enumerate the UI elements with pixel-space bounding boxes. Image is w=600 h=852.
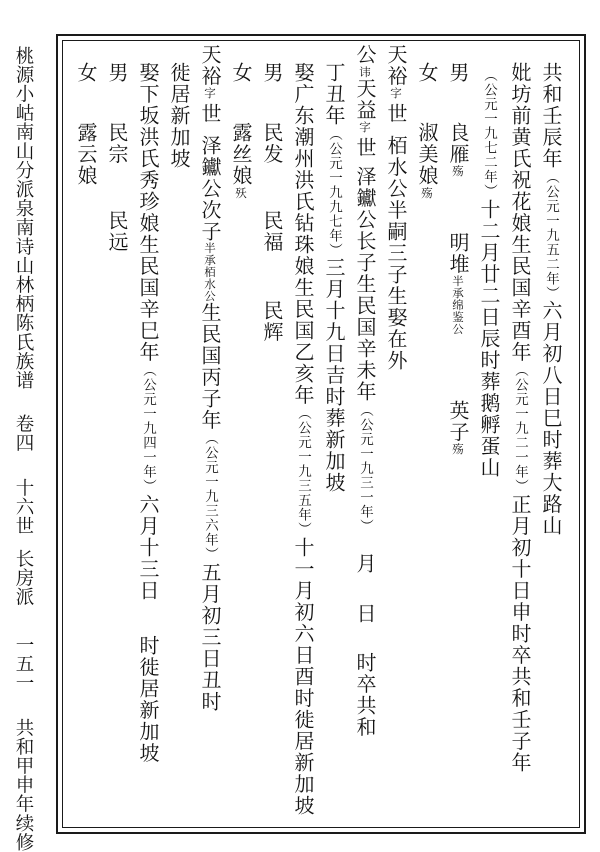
col8-note: （公元一九九七年） <box>326 126 342 257</box>
col2-tail: 正月初十日申时卒共和壬子年 <box>508 493 532 773</box>
daughter-name: 露云娘 <box>74 122 98 187</box>
col6-text: 栢水公半嗣三子生娶在外 <box>384 134 408 371</box>
text-column-13 <box>164 62 194 170</box>
col3-note: （公元一九七二年） <box>481 68 497 199</box>
text-column-14 <box>133 62 163 764</box>
note-hui: 讳 <box>358 65 372 78</box>
text-shi: 世 <box>198 103 222 125</box>
volume-label: 卷四 <box>13 413 34 453</box>
col9-note: （公元一九三五年） <box>295 406 311 537</box>
text-column-2 <box>505 62 535 773</box>
daughter-label: 女 <box>74 62 98 84</box>
col12-birth: 生民国丙子年 <box>198 302 222 431</box>
col3-tail: 十二月廿二日辰时葬鹅孵蛋山 <box>477 198 501 478</box>
col7-note: （公元一九三一年） <box>357 402 373 533</box>
son-minyuan <box>102 210 132 253</box>
col12-tail: 五月初三日丑时 <box>198 561 222 712</box>
text-column-9 <box>288 62 318 816</box>
text-column-1 <box>536 62 566 537</box>
daughter-luyun <box>71 122 101 187</box>
text-shi: 世 <box>353 136 377 158</box>
text-month: 月 <box>353 553 377 575</box>
text-column-5-daughter <box>412 62 442 84</box>
son-note: 殇 <box>451 443 465 455</box>
sons-label: 男 <box>260 62 284 84</box>
sons-label: 男 <box>105 62 129 84</box>
col7-text: 泽钀公长子生民国辛未年 <box>353 166 377 403</box>
son-name: 良雁 <box>446 122 470 165</box>
col9-tail: 十一月初六日酉时徙居新加坡 <box>291 536 315 816</box>
son-name: 民发 <box>260 122 284 165</box>
col12-birth-note: （公元一九三六年） <box>202 431 218 562</box>
name-tianyi: 天益 <box>353 77 377 121</box>
son-yingzi <box>443 400 473 455</box>
col14-tail: 六月十三日 <box>136 493 160 601</box>
page-number: 一五一 <box>13 634 34 692</box>
col1-text: 共和壬辰年 <box>539 62 563 170</box>
son-name: 明堆 <box>446 232 470 275</box>
text-day: 日 <box>353 602 377 624</box>
col8-text: 丁丑年 <box>322 62 346 127</box>
col9-text: 娶广东潮州洪氏钻珠娘生民国乙亥年 <box>291 62 315 406</box>
name-tianyu: 天裕 <box>384 44 408 87</box>
note-zi: 字 <box>358 120 372 133</box>
col1-note: （公元一九五二年） <box>543 169 559 300</box>
son-name: 民福 <box>260 210 284 253</box>
col7-tail: 时卒共和 <box>353 652 377 738</box>
son-note: 半承绵鉴公 <box>451 275 465 335</box>
son-name: 民宗 <box>105 122 129 165</box>
text-column-15-sons <box>102 62 132 84</box>
sons-label: 男 <box>446 62 470 84</box>
daughter-label: 女 <box>229 62 253 84</box>
daughter-note: 殀 <box>234 186 248 199</box>
daughter-shumei <box>412 122 442 199</box>
son-liangyan <box>443 122 473 177</box>
col1-tail: 六月初八日巳时葬大路山 <box>539 300 563 537</box>
note-zi: 字 <box>203 87 217 99</box>
col13-text: 徙居新加坡 <box>167 62 191 170</box>
name-tianyu: 天裕 <box>198 44 222 87</box>
col2-text: 妣坊前黄氏祝花娘生民国辛酉年 <box>508 62 532 363</box>
son-name: 英子 <box>446 400 470 443</box>
daughter-name: 淑美娘 <box>415 122 439 187</box>
text-column-16-daughter <box>71 62 101 84</box>
son-minfu <box>257 210 287 253</box>
text-column-3 <box>474 68 504 478</box>
son-minfa <box>257 122 287 165</box>
col8-tail: 三月十九日吉时葬新加坡 <box>322 257 346 494</box>
text-column-4-sons <box>443 62 473 84</box>
text-column-8 <box>319 62 349 494</box>
branch-label: 长房派 <box>13 549 34 607</box>
son-note: 殇 <box>451 165 465 177</box>
daughter-lusi <box>226 122 256 199</box>
edition-label: 共和甲申年续修 <box>13 717 34 852</box>
text-column-6 <box>381 44 411 371</box>
col14-end: 时徙居新加坡 <box>136 635 160 764</box>
text-gong: 公 <box>353 44 377 66</box>
daughter-label: 女 <box>415 62 439 84</box>
son-name: 民远 <box>105 210 129 253</box>
daughter-note: 殇 <box>420 186 434 199</box>
text-column-12 <box>195 44 225 712</box>
generation-label: 十六世 <box>13 478 34 536</box>
son-name: 民辉 <box>260 300 284 343</box>
margin-running-head <box>8 46 38 852</box>
book-title: 桃源小岵南山分派泉南诗山林柄陈氏族谱 <box>13 46 34 390</box>
col12-text: 泽钀公次子 <box>198 134 222 242</box>
col2-note: （公元一九二一年） <box>512 363 528 494</box>
text-column-11-daughter <box>226 62 256 84</box>
col14-note: （公元一九四一年） <box>140 363 156 494</box>
text-shi: 世 <box>384 103 408 125</box>
son-minhui <box>257 300 287 343</box>
text-column-10-sons <box>257 62 287 84</box>
son-minzong <box>102 122 132 165</box>
text-column-7 <box>350 44 380 738</box>
col14-text: 娶下坂洪氏秀珍娘生民国辛巳年 <box>136 62 160 363</box>
note-zi: 字 <box>389 87 403 99</box>
col12-note: 半承栢水公 <box>203 242 217 302</box>
son-mingdui <box>443 232 473 335</box>
daughter-name: 露丝娘 <box>229 122 253 187</box>
